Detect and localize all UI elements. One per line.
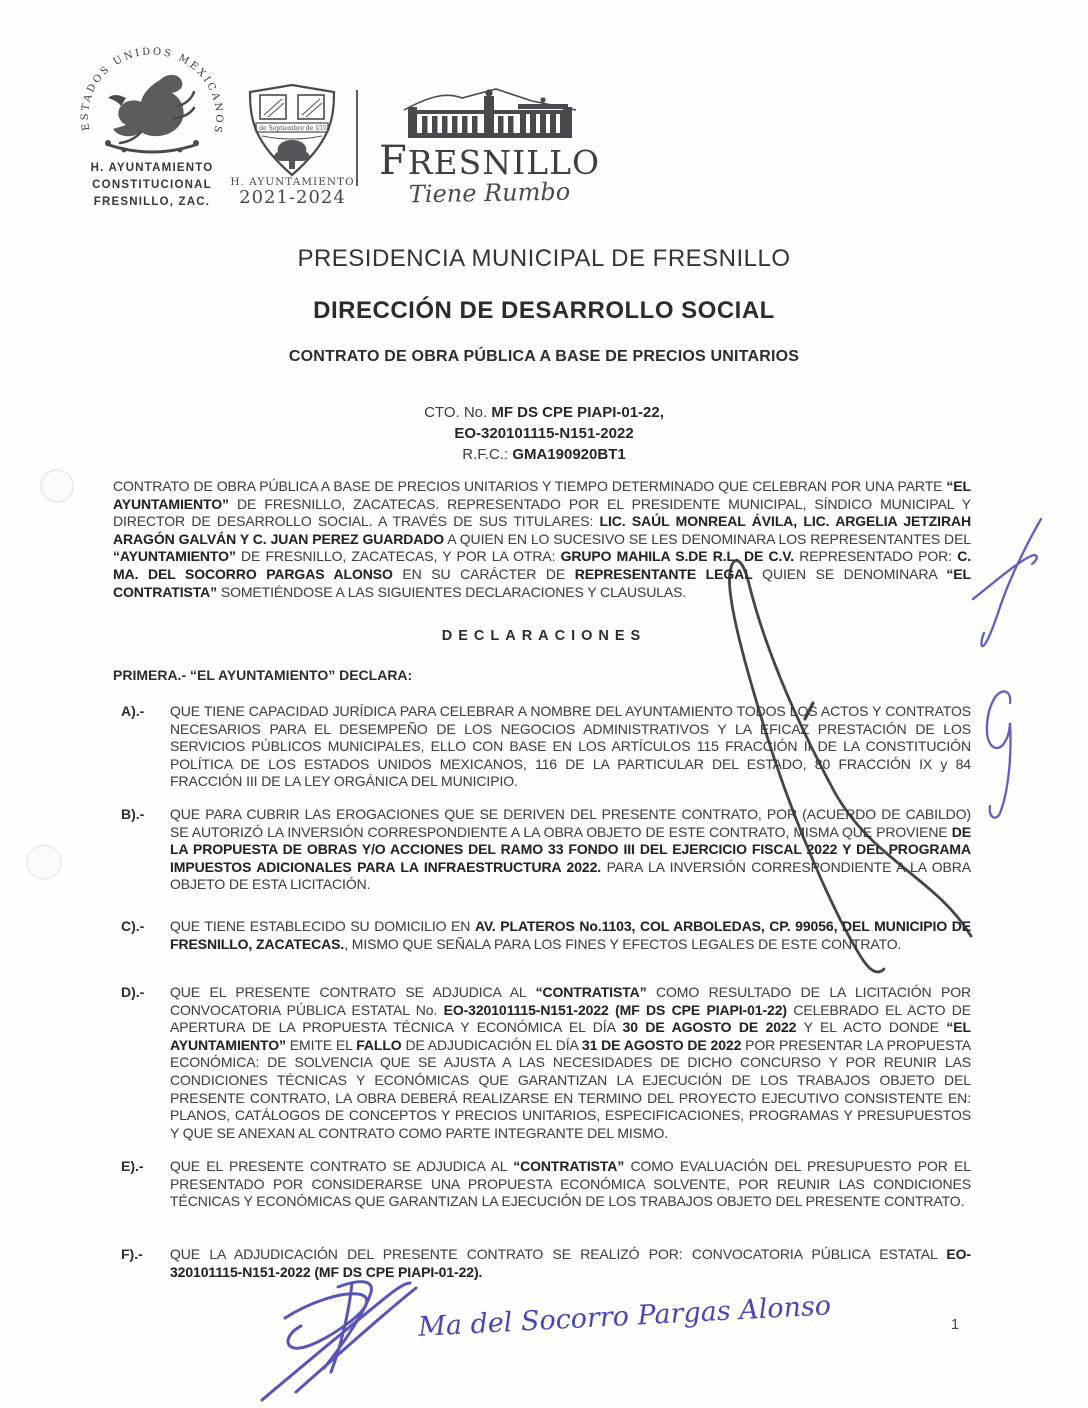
shield-banner-text: 2 de Septiembre de 1554 <box>253 125 331 132</box>
primera-heading: PRIMERA.- “EL AYUNTAMIENTO” DECLARA: <box>113 667 413 683</box>
contract-reference-block <box>0 402 1088 465</box>
rfc-line: R.F.C.: GMA190920BT1 <box>462 446 626 463</box>
department-title: DIRECCIÓN DE DESARROLLO SOCIAL <box>313 297 775 324</box>
contract-type-title: CONTRATO DE OBRA PÚBLICA A BASE DE PRECIOS UNITARIOS <box>288 348 800 365</box>
item-label: B).- <box>121 806 145 822</box>
signature-scribble <box>262 1282 416 1400</box>
handwritten-name: Ma del Socorro Pargas Alonso <box>417 1290 832 1343</box>
declaration-item-a <box>113 703 971 791</box>
fresnillo-skyline-icon <box>400 86 580 144</box>
eagle-caption-line: CONSTITUCIONAL <box>92 179 212 191</box>
item-text: QUE EL PRESENTE CONTRATO SE ADJUDICA AL “CONTRATISTA” COMO EVALUACIÓN DEL PRESUPUESTO POR EL PRESENTADO POR CONSIDERARSE UNA PROPUESTA ECONÓMICA SOLVENTE, POR REUNIR LAS CONDICIONES TÉCNICAS Y ECONÓMICAS QUE GARANTIZAN LA EJECUCIÓN DE LOS TRABAJOS OBJETO DEL PRESENTE CONTRATO. <box>170 1158 971 1210</box>
item-label: F).- <box>121 1246 143 1262</box>
declaration-item-b <box>113 806 971 894</box>
blue-margin-initial-2 <box>987 691 1011 817</box>
item-text: QUE LA ADJUDICACIÓN DEL PRESENTE CONTRATO SE REALIZÓ POR: CONVOCATORIA PÚBLICA ESTATAL EO-320101115-N151-2022 (MF DS CPE PIAPI-01-22). <box>170 1246 971 1280</box>
intro-paragraph: CONTRATO DE OBRA PÚBLICA A BASE DE PRECIOS UNITARIOS Y TIEMPO DETERMINADO QUE CELEBRAN POR UNA PARTE “EL AYUNTAMIENTO” DE FRESNILLO, ZACATECAS. REPRESENTADO POR EL PRESIDENTE MUNICIPAL, SÍNDICO MUNICIPAL Y DIRECTOR DE DESARROLLO SOCIAL. A TRAVÉS DE SUS TITULARES: LIC. SAÚL MONREAL ÁVILA, LIC. ARGELIA JETZIRAH ARAGÓN GALVÁN Y C. JUAN PEREZ GUARDADO A QUIEN EN LO SUCESIVO SE LES DENOMINARA LOS REPRESENTANTES DEL “AYUNTAMIENTO” DE FRESNILLO, ZACATECAS, Y POR LA OTRA: GRUPO MAHILA S.DE R.L. DE C.V. REPRESENTADO POR: C. MA. DEL SOCORRO PARGAS ALONSO EN SU CARÁCTER DE REPRESENTANTE LEGAL QUIEN SE DENOMINARA “EL CONTRATISTA” SOMETIÉNDOSE A LAS SIGUIENTES DECLARACIONES Y CLAUSULAS. <box>113 478 971 600</box>
item-label: E).- <box>121 1158 144 1174</box>
shield-caption-line: 2021-2024 <box>239 187 346 208</box>
page-title: PRESIDENCIA MUNICIPAL DE FRESNILLO <box>297 245 791 272</box>
scan-artifact-circle <box>27 845 61 879</box>
item-label: C).- <box>121 918 145 934</box>
item-text: QUE EL PRESENTE CONTRATO SE ADJUDICA AL “CONTRATISTA” COMO RESULTADO DE LA LICITACIÓN POR CONVOCATORIA PÚBLICA ESTATAL No. EO-320101115-N151-2022 (MF DS CPE PIAPI-01-22) CELEBRADO EL ACTO DE APERTURA DE LA PROPUESTA TÉCNICA Y ECONÓMICA EL DÍA 30 DE AGOSTO DE 2022 Y EL ACTO DONDE “EL AYUNTAMIENTO” EMITE EL FALLO DE ADJUDICACIÓN EL DÍA 31 DE AGOSTO DE 2022 POR PRESENTAR LA PROPUESTA ECONÓMICA: DE SOLVENCIA QUE SE AJUSTA A LAS NECESIDADES DE DICHO CONCURSO Y POR REUNIR LAS CONDICIONES TÉCNICAS Y ECONÓMICAS QUE GARANTIZAN LA EJECUCIÓN DE LOS TRABAJOS OBJETO DEL PRESENTE CONTRATO, LA OBRA DEBERÁ REALIZARSE EN TERMINO DEL PROYECTO EJECUTIVO CONSISTENTE EN: PLANOS, CATÁLOGOS DE CONCEPTOS Y PRECIOS UNITARIOS, ESPECIFICACIONES, PROGRAMAS Y PRESUPUESTOS Y QUE SE ANEXAN AL CONTRATO COMO PARTE INTEGRANTE DEL MISMO. <box>170 984 971 1141</box>
item-text: QUE TIENE ESTABLECIDO SU DOMICILIO EN AV. PLATEROS No.1103, COL ARBOLEDAS, CP. 99056, DEL MUNICIPIO DE FRESNILLO, ZACATECAS., MISMO QUE SEÑALA PARA LOS FINES Y EFECTOS LEGALES DE ESTE CONTRATO. <box>170 918 971 952</box>
item-label: D).- <box>121 984 145 1000</box>
scan-artifact-circle <box>41 470 73 502</box>
contract-number-line: CTO. No. MF DS CPE PIAPI-01-22, <box>424 404 664 421</box>
declaraciones-heading: DECLARACIONES <box>441 628 647 644</box>
shield-caption <box>225 176 360 208</box>
municipal-shield-logo <box>242 82 342 178</box>
fresnillo-tagline: Tiene Rumbo <box>408 177 571 209</box>
fresnillo-wordmark: FRESNILLO <box>378 138 601 184</box>
svg-text:ESTADOS UNIDOS MEXICANOS: ESTADOS UNIDOS MEXICANOS <box>79 46 225 136</box>
eagle-caption <box>52 160 252 211</box>
page-number: 1 <box>950 1316 960 1333</box>
eagle-caption-line: FRESNILLO, ZAC. <box>93 196 211 208</box>
header-divider <box>356 90 358 186</box>
item-text: QUE PARA CUBRIR LAS EROGACIONES QUE SE DERIVEN DEL PRESENTE CONTRATO, POR (ACUERDO DE CABILDO) SE AUTORIZÓ LA INVERSIÓN CORRESPONDIENTE A LA OBRA OBJETO DE ESTE CONTRATO, MISMA QUE PROVIENE DE LA PROPUESTA DE OBRAS Y/O ACCIONES DEL RAMO 33 FONDO III DEL EJERCICIO FISCAL 2022 Y DEL PROGRAMA IMPUESTOS ADICIONALES PARA LA INFRAESTRUCTURA 2022. PARA LA INVERSIÓN CORRESPONDIENTE A LA OBRA OBJETO DE ESTA LICITACIÓN. <box>170 806 971 893</box>
item-label: A).- <box>121 703 145 719</box>
declaration-item-f <box>113 1246 971 1281</box>
declaration-item-c <box>113 918 971 953</box>
tender-number-line: EO-320101115-N151-2022 <box>454 425 634 442</box>
item-text: QUE TIENE CAPACIDAD JURÍDICA PARA CELEBRAR A NOMBRE DEL AYUNTAMIENTO TODOS LOS ACTOS Y CONTRATOS NECESARIOS PARA EL DESEMPEÑO DE LOS NEGOCIOS ADMINISTRATIVOS Y LA EFICAZ PRESTACIÓN DE LOS SERVICIOS PÚBLICOS MUNICIPALES, ELLO CON BASE EN LOS ARTÍCULOS 115 FRACCIÓN II DE LA CONSTITUCIÓN POLÍTICA DE LOS ESTADOS UNIDOS MEXICANOS, 116 DE LA PARTICULAR DEL ESTADO, 80 FRACCIÓN IX y 84 FRACCIÓN III DE LA LEY ORGÁNICA DEL MUNICIPIO. <box>170 703 971 790</box>
declaration-item-e <box>113 1158 971 1211</box>
shield-caption-line: H. AYUNTAMIENTO <box>230 176 355 188</box>
eagle-caption-line: H. AYUNTAMIENTO <box>90 162 214 174</box>
fresnillo-logo <box>372 86 607 209</box>
declaration-item-d <box>113 984 971 1142</box>
national-coat-of-arms-logo <box>68 46 236 164</box>
